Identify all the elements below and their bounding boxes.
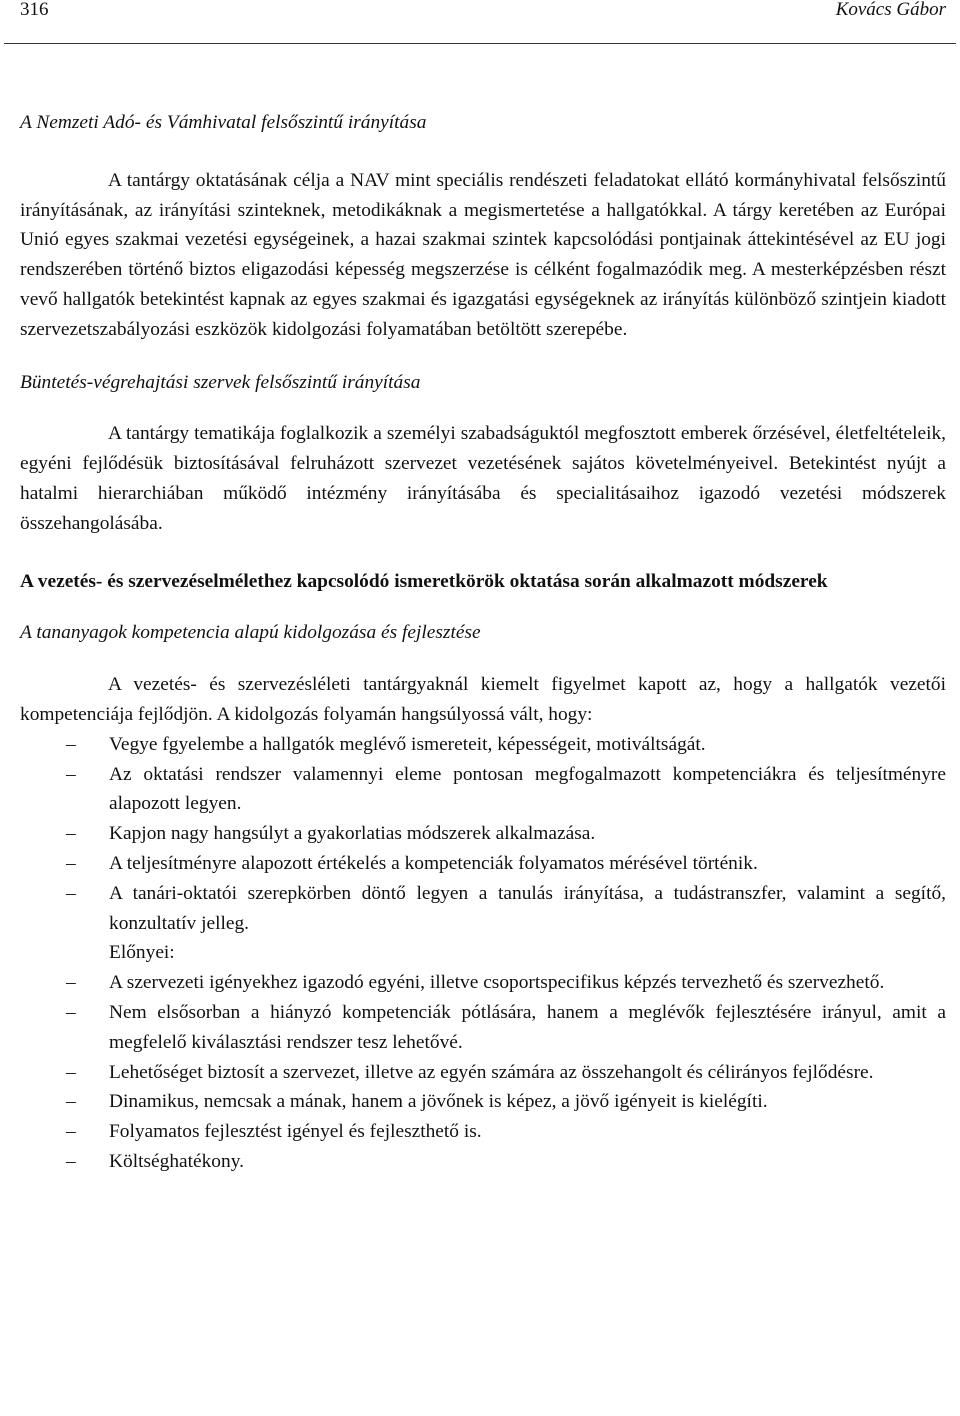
list-item	[20, 1058, 946, 1088]
list-item-text: Nem elsősorban a hiányzó kompetenciák pótlására, hanem a meglévők fejlesztésére irányul, amit a megfelelő kiválasztási rendszer tesz lehetővé.	[109, 1001, 946, 1053]
advantages-label: Előnyei:	[109, 942, 175, 964]
list-item-text: A szervezeti igényekhez igazodó egyéni, illetve csoportspecifikus képzés tervezhető és szervezhető.	[109, 972, 885, 994]
paragraph-methods: A vezetés- és szervezésléleti tantárgyaknál kiemelt figyelmet kapott az, hogy a hallgatók vezetői kompetenciája fejlődjön. A kidolgozás folyamán hangsúlyossá vált, hogy:	[20, 674, 946, 725]
dash-bullet: –	[66, 733, 76, 755]
dash-bullet: –	[66, 972, 76, 994]
list-item-text: Dinamikus, nemcsak a mának, hanem a jövőnek is képez, a jövő igényeit is kielégíti.	[109, 1091, 768, 1113]
dash-bullet: –	[66, 823, 76, 845]
list-item-text: Folyamatos fejlesztést igényel és fejleszthető is.	[109, 1121, 482, 1143]
paragraph-prison: A tantárgy tematikája foglalkozik a személyi szabadságuktól megfosztott emberek őrzésével, életfeltételeik, egyéni fejlődésük biztosításával felruházott szervezet vezetésének sajátos követelményeivel. Betekintést nyújt a hatalmi hierarchiában működő intézmény irányításába és specialitásaihoz igazodó vezetési módszerek összehangolásába.	[20, 423, 946, 534]
paragraph-nav: A tantárgy oktatásának célja a NAV mint speciális rendészeti feladatokat ellátó kormányhivatal felsőszintű irányításának, az irányítási szinteknek, metodikáknak a megismertetése a hallgatókkal. A tárgy keretében az Európai Unió egyes szakmai vezetési egységeinek, a hazai szakmai szintek kapcsolódási pontjainak áttekintésével az EU jogi rendszerében történő biztos eligazodási képesség megszerzése is célként fogalmazódik meg. A mesterképzésben részt vevő hallgatók betekintést kapnak az egyes szakmai és igazgatási egységeknek az irányítás különböző szintjein kiadott szervezetszabályozási eszközök kidolgozási folyamatában betöltött szerepébe.	[20, 169, 946, 340]
header-rule	[4, 43, 956, 44]
list-item	[20, 1087, 946, 1117]
methods-heading: A vezetés- és szervezéselmélethez kapcsolódó ismeretkörök oktatása során alkalmazott módszerek	[20, 570, 828, 592]
dash-bullet: –	[66, 1001, 76, 1023]
list-item	[20, 968, 946, 998]
dash-bullet: –	[66, 1121, 76, 1143]
list-item-text: Kapjon nagy hangsúlyt a gyakorlatias módszerek alkalmazása.	[109, 823, 596, 845]
list-item-text: A tanári-oktatói szerepkörben döntő legyen a tanulás irányítása, a tudástranszfer, valamint a segítő, konzultatív jelleg.	[109, 882, 946, 934]
list-item-text: Vegye fgyelembe a hallgatók meglévő ismereteit, képességeit, motiváltságát.	[109, 733, 706, 755]
section-title-prison: Büntetés-végrehajtási szervek felsőszintű irányítása	[20, 371, 421, 393]
author-name: Kovács Gábor	[835, 0, 946, 20]
page-body	[20, 108, 946, 1177]
list-item	[20, 760, 946, 820]
list-item	[20, 998, 946, 1058]
dash-bullet: –	[66, 1061, 76, 1083]
dash-bullet: –	[66, 1150, 76, 1172]
list-item	[20, 730, 946, 760]
advantages-list	[20, 968, 946, 1177]
page-number: 316	[20, 0, 49, 20]
list-item-text: Költséghatékony.	[109, 1150, 244, 1172]
list-item-text: Az oktatási rendszer valamennyi eleme pontosan megfogalmazott kompetenciákra és teljesítményre alapozott legyen.	[109, 763, 946, 815]
list-item	[20, 849, 946, 879]
requirements-list	[20, 730, 946, 939]
list-item	[20, 1117, 946, 1147]
running-header	[20, 0, 946, 22]
dash-bullet: –	[66, 1091, 76, 1113]
list-item	[20, 1147, 946, 1177]
dash-bullet: –	[66, 882, 76, 904]
dash-bullet: –	[66, 852, 76, 874]
list-item	[20, 879, 946, 939]
methods-subtitle: A tananyagok kompetencia alapú kidolgozása és fejlesztése	[20, 622, 481, 644]
list-item-text: A teljesítményre alapozott értékelés a kompetenciák folyamatos mérésével történik.	[109, 852, 758, 874]
list-item	[20, 819, 946, 849]
list-item-text: Lehetőséget biztosít a szervezet, illetve az egyén számára az összehangolt és célirányos fejlődésre.	[109, 1061, 874, 1083]
section-title-nav: A Nemzeti Adó- és Vámhivatal felsőszintű irányítása	[20, 112, 427, 133]
dash-bullet: –	[66, 763, 76, 785]
